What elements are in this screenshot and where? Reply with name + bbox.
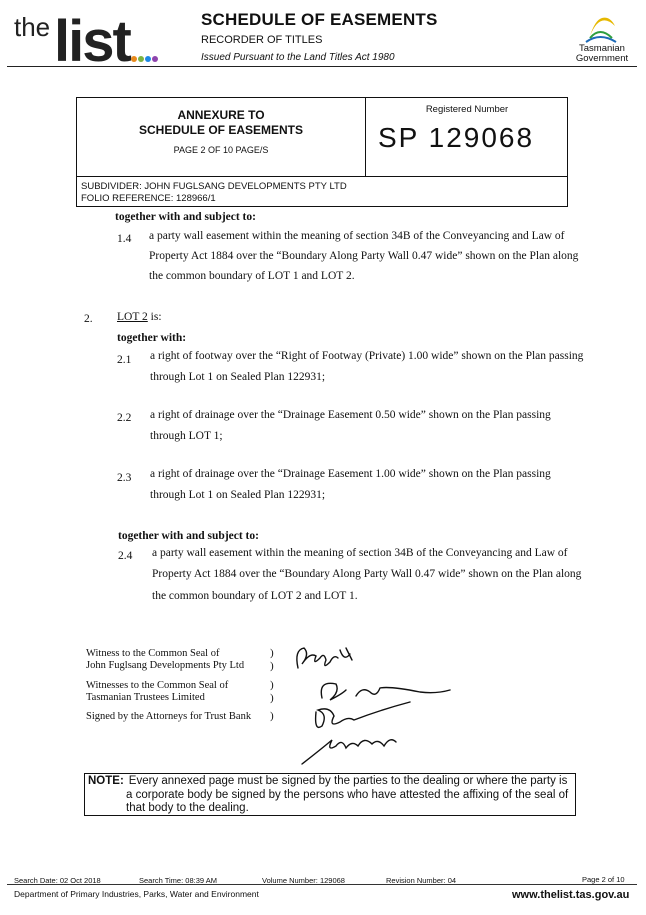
clause-number: 2. bbox=[84, 313, 93, 325]
clause-line: a right of drainage over the “Drainage Easement 0.50 wide” shown on the Plan passing bbox=[150, 409, 551, 421]
gov-name-line2: Government bbox=[575, 53, 629, 64]
clause-number: 2.1 bbox=[117, 354, 132, 366]
subdivider-line: SUBDIVIDER: JOHN FUGLSANG DEVELOPMENTS PTY LTD bbox=[81, 181, 347, 192]
clause-line: a right of footway over the “Right of Footway (Private) 1.00 wide” shown on the Plan passing bbox=[150, 350, 584, 362]
brace: ) bbox=[270, 692, 274, 704]
act-reference: Issued Pursuant to the Land Titles Act 1980 bbox=[201, 52, 395, 63]
clause-line: Property Act 1884 over the “Boundary Along Party Wall 0.47 wide” shown on the Plan along bbox=[152, 568, 582, 580]
page-title: SCHEDULE OF EASEMENTS bbox=[201, 10, 438, 29]
search-date: Search Date: 02 Oct 2018 bbox=[14, 876, 101, 885]
clause-line: a party wall easement within the meaning of section 34B of the Conveyancing and Law of bbox=[152, 547, 568, 559]
clause-line: the common boundary of LOT 2 and LOT 1. bbox=[152, 590, 358, 602]
volume-number: Volume Number: 129068 bbox=[262, 876, 345, 885]
witness-label: Witness to the Common Seal of bbox=[86, 648, 220, 659]
brace: ) bbox=[270, 647, 274, 659]
clause-heading: together with: bbox=[117, 332, 187, 344]
clause-line: a party wall easement within the meaning of section 34B of the Conveyancing and Law of bbox=[149, 230, 565, 242]
witness-label: John Fuglsang Developments Pty Ltd bbox=[86, 660, 245, 671]
signatures bbox=[280, 640, 460, 770]
page-subtitle: RECORDER OF TITLES bbox=[201, 34, 323, 46]
clause-number: 2.4 bbox=[118, 550, 133, 562]
department: Department of Primary Industries, Parks, Water and Environment bbox=[14, 889, 259, 899]
footer-divider bbox=[7, 884, 637, 885]
lot-label: LOT 2 bbox=[117, 311, 148, 323]
logo-dot bbox=[145, 56, 151, 62]
annexure-page-count: PAGE 2 OF 10 PAGE/S bbox=[173, 145, 269, 155]
brace: ) bbox=[270, 660, 274, 672]
annexure-divider bbox=[76, 176, 568, 177]
clause-number: 2.3 bbox=[117, 472, 132, 484]
clause-heading: together with and subject to: bbox=[118, 530, 259, 542]
gov-name-line1: Tasmanian bbox=[579, 43, 625, 54]
clause-line: through Lot 1 on Sealed Plan 122931; bbox=[150, 489, 326, 501]
lot-is: is: bbox=[147, 311, 162, 323]
logo-dot bbox=[131, 56, 137, 62]
signature-1 bbox=[297, 648, 352, 668]
clause-heading: together with and subject to: bbox=[115, 211, 256, 223]
witness-label: Witnesses to the Common Seal of bbox=[86, 680, 229, 691]
clause-line: the common boundary of LOT 1 and LOT 2. bbox=[149, 270, 355, 282]
logo-the-text: the bbox=[14, 12, 51, 42]
clause-number: 2.2 bbox=[117, 412, 132, 424]
annexure-title-line2: SCHEDULE OF EASEMENTS bbox=[138, 123, 303, 137]
clause-line: through Lot 1 on Sealed Plan 122931; bbox=[150, 371, 326, 383]
annexure-title-line1: ANNEXURE TO bbox=[177, 108, 265, 122]
witness-label: Tasmanian Trustees Limited bbox=[86, 692, 205, 703]
revision-number: Revision Number: 04 bbox=[386, 876, 457, 885]
thelist-logo bbox=[14, 6, 164, 66]
note-label: NOTE: bbox=[88, 775, 124, 787]
clause-line: a right of drainage over the “Drainage Easement 1.00 wide” shown on the Plan passing bbox=[150, 468, 551, 480]
header-divider bbox=[7, 66, 637, 67]
witness-label: Signed by the Attorneys for Trust Bank bbox=[86, 711, 252, 722]
clause-line: Property Act 1884 over the “Boundary Along Party Wall 0.47 wide” shown on the Plan along bbox=[149, 250, 579, 262]
folio-reference: FOLIO REFERENCE: 128966/1 bbox=[81, 193, 216, 204]
clause-lot-heading bbox=[117, 306, 162, 328]
signature-2 bbox=[321, 683, 450, 700]
logo-list-text: list bbox=[54, 9, 130, 66]
logo-dot bbox=[138, 56, 144, 62]
signature-3 bbox=[316, 702, 410, 727]
page-number: Page 2 of 10 bbox=[582, 875, 625, 884]
sp-number: SP 129068 bbox=[378, 122, 535, 153]
brace: ) bbox=[270, 710, 274, 722]
note-text: Every annexed page must be signed by the parties to the dealing or where the party is a corporate body be signed by the persons who have attested the affixing of the seal of that body to the dealing. bbox=[126, 775, 569, 814]
website-link[interactable]: www.thelist.tas.gov.au bbox=[512, 889, 630, 901]
registered-number-label: Registered Number bbox=[425, 104, 509, 115]
clause-number: 1.4 bbox=[117, 233, 132, 245]
logo-dot bbox=[152, 56, 158, 62]
brace: ) bbox=[270, 679, 274, 691]
note bbox=[88, 775, 574, 816]
signature-4 bbox=[302, 740, 396, 764]
clause-line: through LOT 1; bbox=[150, 430, 223, 442]
search-time: Search Time: 08:39 AM bbox=[139, 876, 217, 885]
